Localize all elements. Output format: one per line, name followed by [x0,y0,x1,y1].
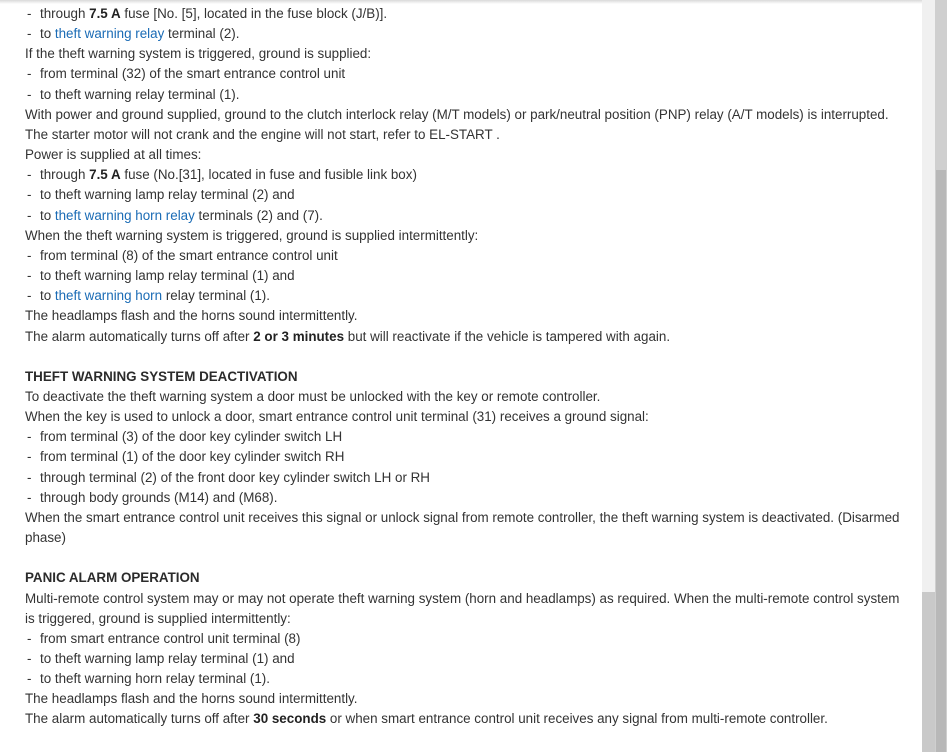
spacer [25,548,910,568]
list-item: - through body grounds (M14) and (M68). [27,489,278,505]
theft-warning-horn-link[interactable]: theft warning horn [54,288,163,304]
section-heading: THEFT WARNING SYSTEM DEACTIVATION [25,368,298,384]
list-item: - to theft warning relay terminal (1). [27,86,240,102]
list-item: - to theft warning horn relay terminal (1). [27,288,270,304]
paragraph: The alarm automatically turns off after 2 or 3 minutes but will reactivate if the vehicle is tampered with again. [25,328,671,344]
list-item: - through 7.5 A fuse [No. [5], located in the fuse block (J/B)]. [27,6,388,21]
section-heading: PANIC ALARM OPERATION [25,570,200,586]
paragraph: The headlamps flash and the horns sound intermittently. [25,308,358,324]
theft-warning-relay-link[interactable]: theft warning relay [54,26,165,42]
list-item: - through terminal (2) of the front door key cylinder switch LH or RH [27,469,430,485]
page-scrollbar-thumb[interactable] [936,170,946,752]
inner-scrollbar-thumb[interactable] [922,592,935,752]
paragraph: With power and ground supplied, ground to the clutch interlock relay (M/T models) or park/neutral position (PNP) relay (A/T models) is interrupted. The starter motor will not crank and the engine will not start, refer to EL-START . [25,106,889,142]
list-item: - through 7.5 A fuse (No.[31], located in fuse and fusible link box) [27,167,417,183]
theft-warning-horn-relay-link[interactable]: theft warning horn relay [54,207,195,223]
list-item: - to theft warning relay terminal (2). [27,26,240,42]
list-item: - from terminal (1) of the door key cylinder switch RH [27,449,345,465]
scrollbar-area [922,0,947,752]
paragraph: To deactivate the theft warning system a door must be unlocked with the key or remote controller. [25,388,601,404]
paragraph: Multi-remote control system may or may not operate theft warning system (horn and headlamps) as required. When the multi-remote control system is triggered, ground is supplied intermittently: [25,590,900,626]
spacer [25,347,910,367]
paragraph: When the theft warning system is triggered, ground is supplied intermittently: [25,227,479,243]
list-item: - from terminal (8) of the smart entrance control unit [27,247,338,263]
list-item: - from terminal (32) of the smart entrance control unit [27,66,346,82]
list-item: - to theft warning horn relay terminals (2) and (7). [27,207,323,223]
list-item: - to theft warning horn relay terminal (1). [27,671,270,687]
paragraph: When the smart entrance control unit receives this signal or unlock signal from remote controller, the theft warning system is deactivated. (Disarmed phase) [25,509,900,546]
list-item: - to theft warning lamp relay terminal (1) and [27,650,295,666]
paragraph: When the key is used to unlock a door, smart entrance control unit terminal (31) receives a ground signal: [25,409,649,425]
paragraph: The alarm automatically turns off after 30 seconds or when smart entrance control unit receives any signal from multi-remote controller. [25,711,828,727]
list-item: - from smart entrance control unit terminal (8) [27,630,301,646]
paragraph: Power is supplied at all times: [25,147,202,163]
paragraph: If the theft warning system is triggered, ground is supplied: [25,46,372,62]
document-body [25,4,910,730]
list-item: - from terminal (3) of the door key cylinder switch LH [27,429,343,445]
list-item: - to theft warning lamp relay terminal (1) and [27,268,295,284]
list-item: - to theft warning lamp relay terminal (2) and [27,187,295,203]
paragraph: The headlamps flash and the horns sound intermittently. [25,691,358,707]
